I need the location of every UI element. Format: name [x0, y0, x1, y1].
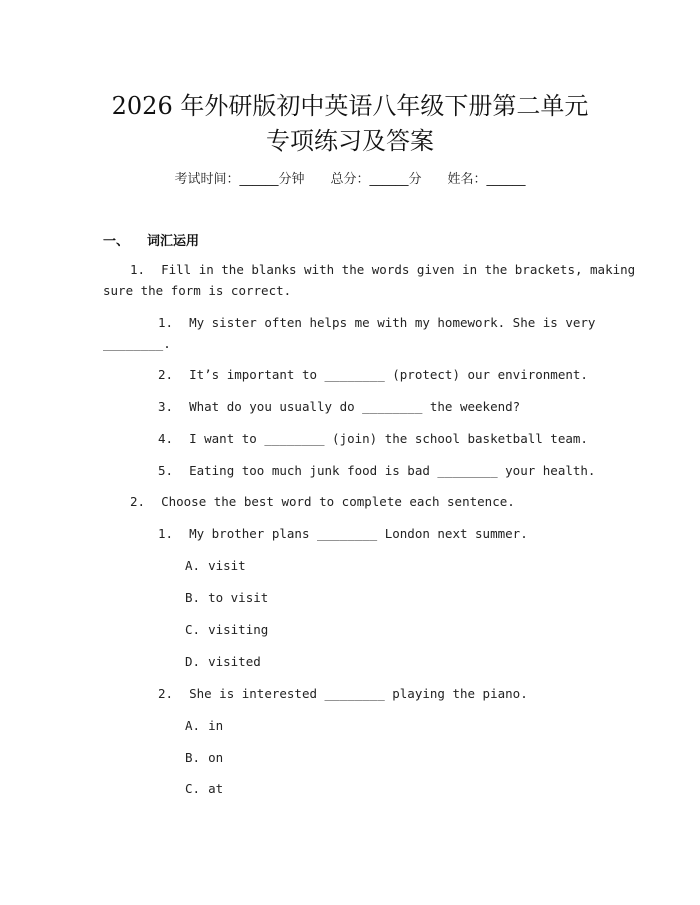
option-letter: A. [185, 718, 201, 733]
list-item [158, 315, 595, 330]
option-text: to visit [208, 590, 269, 605]
option-letter: A. [185, 558, 201, 573]
item-number: 1. [158, 315, 174, 330]
exam-time-field: 考试时间：______分钟 [174, 172, 305, 187]
question-1-text: Fill in the blanks with the words given in the brackets, making [161, 262, 636, 277]
item-text: What do you usually do ________ the weekend? [189, 399, 521, 414]
item-number: 1. [158, 526, 174, 541]
question-2-prompt [130, 494, 515, 509]
list-item [158, 686, 528, 701]
total-score-field: 总分：______分 [330, 172, 422, 187]
question-1-prompt-line-1 [130, 262, 635, 277]
item-text: It’s important to ________ (protect) our environment. [189, 367, 588, 382]
option-letter: C. [185, 622, 201, 637]
option-letter: B. [185, 750, 201, 765]
option-text: at [208, 781, 224, 796]
student-name-field: 姓名：______ [447, 172, 526, 187]
page-title-line-1: 2026 年外研版初中英语八年级下册第二单元 [111, 92, 589, 120]
question-2-text: Choose the best word to complete each sentence. [161, 494, 515, 509]
item-number: 5. [158, 463, 174, 478]
option-text: visited [208, 654, 261, 669]
answer-option [185, 622, 268, 637]
list-item [158, 399, 520, 414]
item-number: 2. [158, 367, 174, 382]
option-letter: C. [185, 781, 201, 796]
exam-meta [0, 168, 700, 187]
question-1-prompt-line-2: sure the form is correct. [103, 283, 292, 298]
answer-option [185, 750, 223, 765]
option-letter: D. [185, 654, 201, 669]
list-item [158, 526, 528, 541]
item-number: 4. [158, 431, 174, 446]
list-item [158, 367, 588, 382]
answer-option [185, 590, 268, 605]
item-number: 2. [158, 686, 174, 701]
section-number: 一、 [103, 234, 130, 249]
item-text: My brother plans ________ London next summer. [189, 526, 528, 541]
section-title: 词汇运用 [147, 234, 200, 249]
item-text: I want to ________ (join) the school basketball team. [189, 431, 588, 446]
item-text: She is interested ________ playing the piano. [189, 686, 528, 701]
option-letter: B. [185, 590, 201, 605]
option-text: in [208, 718, 224, 733]
answer-option [185, 718, 223, 733]
item-number: 3. [158, 399, 174, 414]
answer-option [185, 781, 223, 796]
question-1-number: 1. [130, 262, 146, 277]
option-text: on [208, 750, 224, 765]
question-2-number: 2. [130, 494, 146, 509]
item-text: Eating too much junk food is bad ________ your health. [189, 463, 596, 478]
item-text: My sister often helps me with my homework. She is very [189, 315, 596, 330]
option-text: visit [208, 558, 246, 573]
option-text: visiting [208, 622, 269, 637]
page-title-line-2: 专项练习及答案 [266, 127, 434, 155]
list-item [158, 431, 588, 446]
answer-option [185, 654, 261, 669]
list-item [158, 463, 595, 478]
item-continuation: ________. [103, 336, 171, 351]
answer-option [185, 558, 246, 573]
section-heading [103, 230, 199, 249]
